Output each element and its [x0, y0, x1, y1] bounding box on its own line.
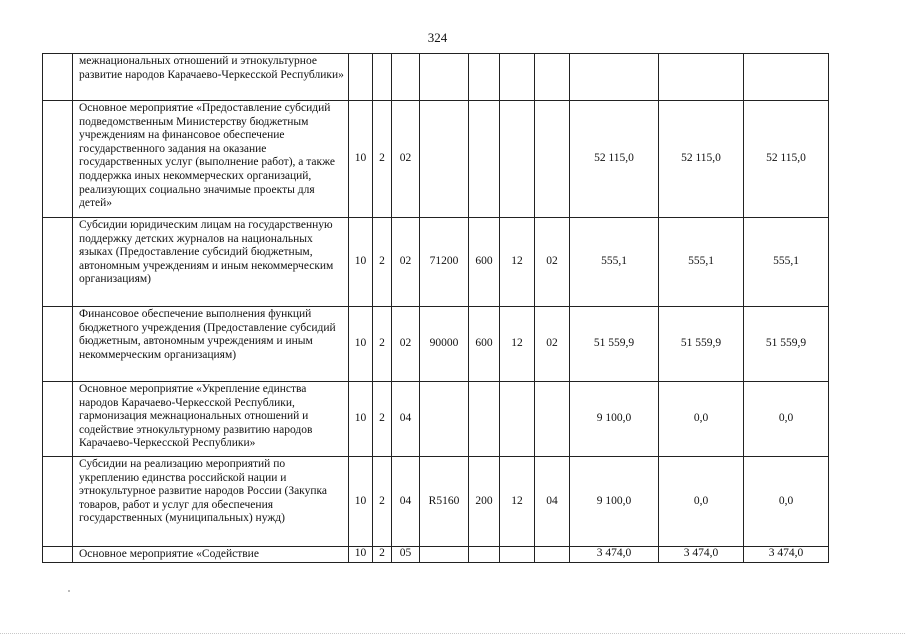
section-code: 10: [349, 218, 373, 307]
item-description: межнациональных отношений и этнокультурное развитие народов Карачаево-Черкесской Республики»: [73, 54, 349, 101]
item-description: Основное мероприятие «Предоставление субсидий подведомственным Министерству бюджетным учреждениям на финансовое обеспечение государственного задания на оказание государственных услуг (выполнение работ), а также поддержка иных некоммерческих организаций, реализующих социально значимые проекты для детей»: [73, 101, 349, 218]
amount-year-2: [659, 54, 744, 101]
amount-year-1: 52 115,0: [570, 101, 659, 218]
amount-year-2: 3 474,0: [659, 547, 744, 563]
page-number: 324: [427, 30, 448, 45]
direction-code: [420, 382, 469, 457]
expense-type: [469, 382, 500, 457]
section-code: 10: [349, 382, 373, 457]
amount-year-3: 52 115,0: [744, 101, 829, 218]
section-code: 10: [349, 457, 373, 547]
subsection-code: [373, 54, 392, 101]
subsection-code: 2: [373, 101, 392, 218]
direction-code: 71200: [420, 218, 469, 307]
department-code: 12: [500, 457, 535, 547]
department-code: [500, 382, 535, 457]
department-code: [500, 101, 535, 218]
department-code: [500, 54, 535, 101]
expense-type: 600: [469, 307, 500, 382]
program-code: 02: [392, 101, 420, 218]
amount-year-3: 0,0: [744, 457, 829, 547]
row-number-cell: [43, 547, 73, 563]
item-description: Субсидии на реализацию мероприятий по укреплению единства российской нации и этнокультурное развитие народов России (Закупка товаров, работ и услуг для обеспечения государственных (муниципальных) нужд): [73, 457, 349, 547]
amount-year-1: 9 100,0: [570, 457, 659, 547]
amount-year-2: 52 115,0: [659, 101, 744, 218]
table-row: [43, 307, 829, 382]
article-code: [535, 382, 570, 457]
subsection-code: 2: [373, 382, 392, 457]
amount-year-1: 555,1: [570, 218, 659, 307]
item-description: Основное мероприятие «Содействие: [73, 547, 349, 563]
expense-type: 200: [469, 457, 500, 547]
table-row: [43, 218, 829, 307]
expense-type: [469, 54, 500, 101]
direction-code: [420, 101, 469, 218]
amount-year-2: 555,1: [659, 218, 744, 307]
table-row: [43, 54, 829, 101]
page-edge: [0, 633, 905, 635]
amount-year-2: 0,0: [659, 382, 744, 457]
item-description: Финансовое обеспечение выполнения функций бюджетного учреждения (Предоставление субсидий бюджетным, автономным учреждениям и иным некоммерческим организациям): [73, 307, 349, 382]
program-code: 05: [392, 547, 420, 563]
article-code: [535, 547, 570, 563]
expense-type: [469, 547, 500, 563]
amount-year-1: 51 559,9: [570, 307, 659, 382]
department-code: 12: [500, 307, 535, 382]
row-number-cell: [43, 54, 73, 101]
row-number-cell: [43, 101, 73, 218]
department-code: [500, 547, 535, 563]
amount-year-2: 0,0: [659, 457, 744, 547]
program-code: 02: [392, 218, 420, 307]
direction-code: [420, 547, 469, 563]
row-number-cell: [43, 307, 73, 382]
direction-code: [420, 54, 469, 101]
item-description: Субсидии юридическим лицам на государственную поддержку детских журналов на национальных языках (Предоставление субсидий бюджетным, автономным учреждениям и иным некоммерческим организациям): [73, 218, 349, 307]
amount-year-3: 0,0: [744, 382, 829, 457]
department-code: 12: [500, 218, 535, 307]
article-code: 04: [535, 457, 570, 547]
direction-code: R5160: [420, 457, 469, 547]
subsection-code: 2: [373, 457, 392, 547]
article-code: 02: [535, 218, 570, 307]
subsection-code: 2: [373, 218, 392, 307]
scan-artifact: [68, 590, 70, 592]
table-row: [43, 382, 829, 457]
article-code: [535, 101, 570, 218]
expense-type: 600: [469, 218, 500, 307]
amount-year-1: [570, 54, 659, 101]
section-code: [349, 54, 373, 101]
amount-year-1: 3 474,0: [570, 547, 659, 563]
amount-year-3: 555,1: [744, 218, 829, 307]
program-code: 02: [392, 307, 420, 382]
section-code: 10: [349, 547, 373, 563]
table-row: [43, 457, 829, 547]
amount-year-3: [744, 54, 829, 101]
section-code: 10: [349, 307, 373, 382]
article-code: 02: [535, 307, 570, 382]
article-code: [535, 54, 570, 101]
table-row: [43, 101, 829, 218]
subsection-code: 2: [373, 547, 392, 563]
section-code: 10: [349, 101, 373, 218]
expense-type: [469, 101, 500, 218]
subsection-code: 2: [373, 307, 392, 382]
amount-year-3: 51 559,9: [744, 307, 829, 382]
row-number-cell: [43, 382, 73, 457]
amount-year-2: 51 559,9: [659, 307, 744, 382]
program-code: 04: [392, 382, 420, 457]
table-row: [43, 547, 829, 563]
direction-code: 90000: [420, 307, 469, 382]
program-code: 04: [392, 457, 420, 547]
row-number-cell: [43, 457, 73, 547]
row-number-cell: [43, 218, 73, 307]
item-description: Основное мероприятие «Укрепление единства народов Карачаево-Черкесской Республики, гармонизация межнациональных отношений и содействие этнокультурному развитию народов Карачаево-Черкесской Республики»: [73, 382, 349, 457]
amount-year-1: 9 100,0: [570, 382, 659, 457]
amount-year-3: 3 474,0: [744, 547, 829, 563]
program-code: [392, 54, 420, 101]
budget-table: [42, 53, 829, 563]
